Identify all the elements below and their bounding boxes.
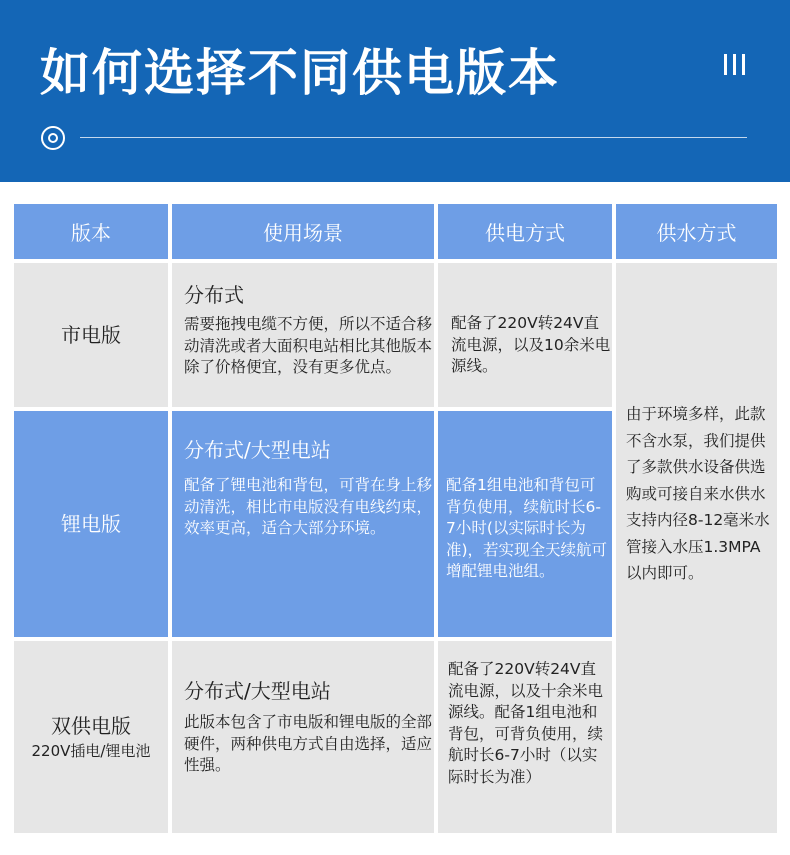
header-banner [0,0,790,182]
scene-title: 分布式 [184,283,244,307]
page-title: 如何选择不同供电版本 [40,44,560,102]
version-subtitle: 220V插电/锂电池 [31,742,151,760]
scene-cell-dual [172,641,434,833]
scene-cell-lithium [172,411,434,637]
version-cell-dual [14,641,168,833]
header-power: 供电方式 [438,204,612,259]
scene-description: 需要拖拽电缆不方便，所以不适合移动清洗或者大面积电站相比其他版本除了价格便宜，没有更多优点。 [184,315,433,376]
version-name: 锂电版 [61,512,121,536]
water-description: 由于环境多样，此款不含水泵，我们提供了多款供水设备供选购或可接自来水供水支持内径8-12毫米水管接入水压1.3MPA以内即可。 [626,405,770,582]
scene-title: 分布式/大型电站 [184,438,331,462]
scene-title: 分布式/大型电站 [184,679,331,703]
version-cell-mains [14,263,168,407]
divider-line [80,137,747,138]
bars-icon[interactable] [724,54,748,76]
header-scene: 使用场景 [172,204,434,259]
version-name: 双供电版 [51,714,131,738]
header-version: 版本 [14,204,168,259]
power-cell-mains [438,263,612,407]
power-description: 配备了220V转24V直流电源，以及十余米电源线。配备1组电池和背包，可背负使用，续航时长6-7小时（以实际时长为准） [448,660,604,786]
power-cell-dual [438,641,612,833]
version-name: 市电版 [61,323,121,347]
concentric-circle-icon [41,126,65,150]
power-description: 配备1组电池和背包可背负使用，续航时长6-7小时(以实际时长为准)，若实现全天续航可增配锂电池组。 [446,476,608,580]
version-cell-lithium [14,411,168,637]
water-cell [616,263,777,833]
scene-description: 配备了锂电池和背包，可背在身上移动清洗，相比市电版没有电线约束，效率更高，适合大部分环境。 [184,476,433,537]
header-water: 供水方式 [616,204,777,259]
power-cell-lithium [438,411,612,637]
power-description: 配备了220V转24V直流电源，以及10余米电源线。 [451,314,611,375]
scene-cell-mains [172,263,434,407]
scene-description: 此版本包含了市电版和锂电版的全部硬件，两种供电方式自由选择，适应性强。 [184,713,433,774]
